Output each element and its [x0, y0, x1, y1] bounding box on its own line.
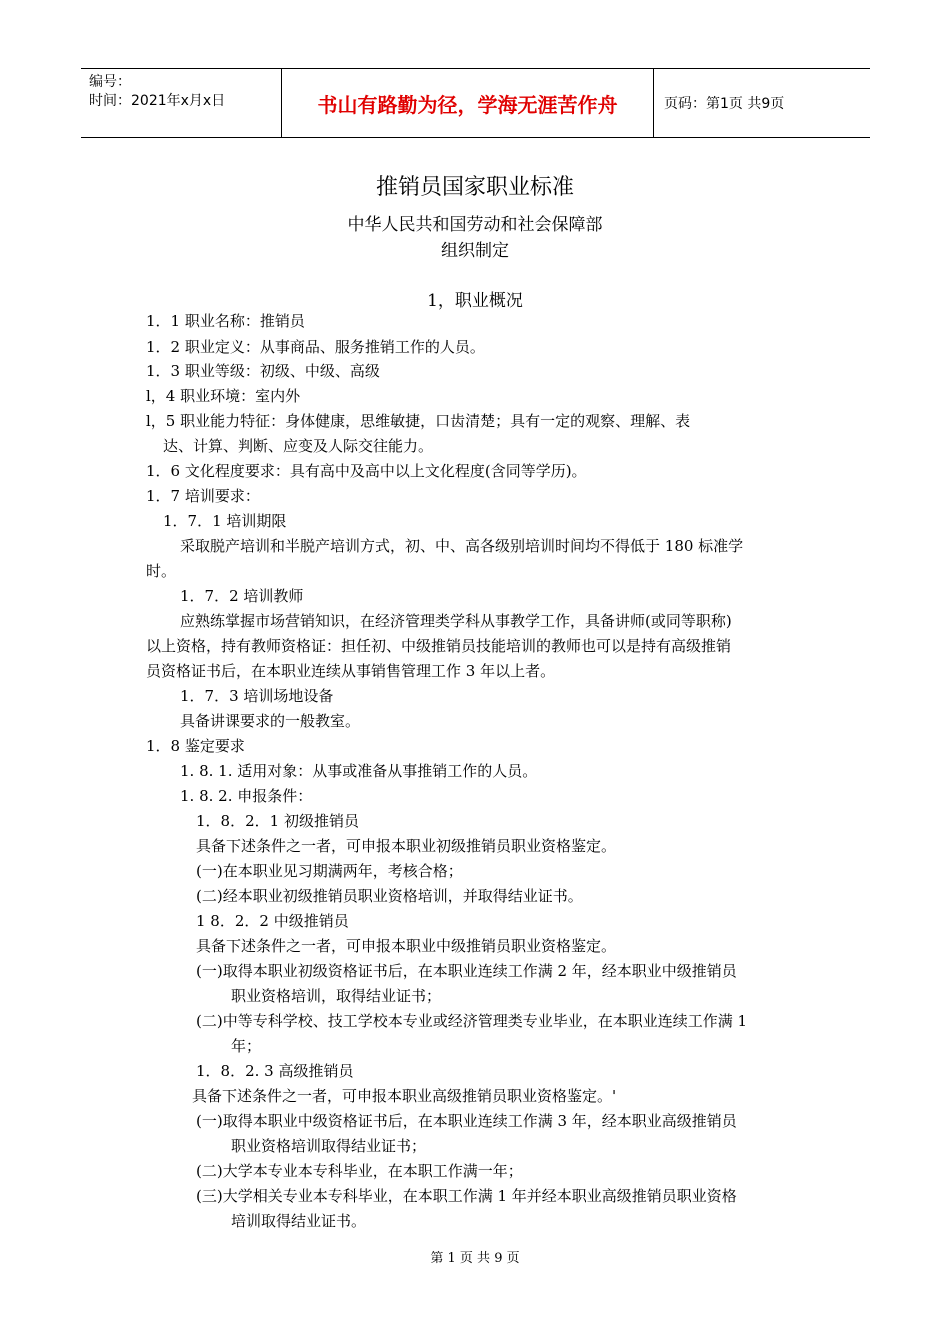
section-heading: 1，职业概况 — [427, 291, 523, 311]
header-meta — [81, 69, 281, 137]
page-header — [81, 68, 870, 138]
body-line: 采取脱产培训和半脱产培训方式，初、中、高各级别培训时间均不得低于 180 标准学 — [180, 537, 744, 555]
body-line: 1．8 鉴定要求 — [146, 737, 245, 755]
body-line: 具备下述条件之一者，可申报本职业初级推销员职业资格鉴定。 — [196, 837, 617, 855]
body-line: 1．8．2. 3 高级推销员 — [196, 1062, 354, 1080]
body-line: 职业资格培训取得结业证书； — [231, 1137, 427, 1155]
body-line: 1．8．2．1 初级推销员 — [196, 812, 359, 830]
body-line: (二)经本职业初级推销员职业资格培训，并取得结业证书。 — [196, 887, 583, 905]
body-line: (二)大学本专业本专科毕业，在本职工作满一年； — [196, 1162, 523, 1180]
body-line: 1．1 职业名称：推销员 — [146, 312, 305, 330]
page-info: 页码：第1页 共9页 — [664, 96, 785, 112]
body-line: l，5 职业能力特征：身体健康，思维敏捷，口齿清楚；具有一定的观察、理解、表 — [146, 412, 691, 430]
number-label: 编号： — [89, 74, 131, 90]
body-line: 培训取得结业证书。 — [231, 1212, 367, 1230]
body-line: 1．7．1 培训期限 — [163, 512, 287, 530]
body-line: 1. 8. 1. 适用对象：从事或准备从事推销工作的人员。 — [180, 762, 538, 780]
body-line: (一)在本职业见习期满两年，考核合格； — [196, 862, 463, 880]
body-line: 达、计算、判断、应变及人际交往能力。 — [163, 437, 434, 455]
body-line: 职业资格培训，取得结业证书； — [231, 987, 442, 1005]
body-line: 具备下述条件之一者，可申报本职业中级推销员职业资格鉴定。 — [196, 937, 617, 955]
body-line: 1．7．2 培训教师 — [180, 587, 304, 605]
body-line: (二)中等专科学校、技工学校本专业或经济管理类专业毕业，在本职业连续工作满 1 — [196, 1012, 748, 1030]
issuer-line2: 组织制定 — [441, 241, 509, 261]
body-line: 员资格证书后，在本职业连续从事销售管理工作 3 年以上者。 — [146, 662, 556, 680]
body-line: 时。 — [146, 562, 177, 580]
motto: 书山有路勤为径，学海无涯苦作舟 — [317, 92, 618, 117]
body-line: l，4 职业环境：室内外 — [146, 387, 301, 405]
body-line: 具备讲课要求的一般教室。 — [180, 712, 361, 730]
body-line: 1．3 职业等级：初级、中级、高级 — [146, 362, 380, 380]
body-line: 以上资格，持有教师资格证：担任初、中级推销员技能培训的教师也可以是持有高级推销 — [146, 637, 732, 655]
time-label: 时间：2021年x月x日 — [89, 93, 226, 109]
body-line: 1．2 职业定义：从事商品、服务推销工作的人员。 — [146, 338, 485, 356]
body-line: 1．7 培训要求： — [146, 487, 260, 505]
body-line: 具备下述条件之一者，可申报本职业高级推销员职业资格鉴定。' — [192, 1087, 617, 1105]
body-line: 应熟练掌握市场营销知识，在经济管理类学科从事教学工作，具备讲师(或同等职称) — [180, 612, 732, 630]
body-line: 1. 8. 2. 申报条件： — [180, 787, 313, 805]
body-line: 年； — [231, 1037, 262, 1055]
body-line: 1．7．3 培训场地设备 — [180, 687, 334, 705]
body-line: 1．6 文化程度要求：具有高中及高中以上文化程度(含同等学历)。 — [146, 462, 587, 480]
document-title: 推销员国家职业标准 — [375, 175, 574, 200]
body-line: (一)取得本职业中级资格证书后，在本职业连续工作满 3 年，经本职业高级推销员 — [196, 1112, 737, 1130]
header-motto-cell — [281, 69, 654, 137]
page-footer: 第 1 页 共 9 页 — [430, 1251, 520, 1266]
body-line: 1 8．2．2 中级推销员 — [196, 912, 349, 930]
body-line: (一)取得本职业初级资格证书后，在本职业连续工作满 2 年，经本职业中级推销员 — [196, 962, 737, 980]
issuer: 中华人民共和国劳动和社会保障部 — [347, 215, 603, 235]
body-line: (三)大学相关专业本专科毕业，在本职工作满 1 年并经本职业高级推销员职业资格 — [196, 1187, 737, 1205]
